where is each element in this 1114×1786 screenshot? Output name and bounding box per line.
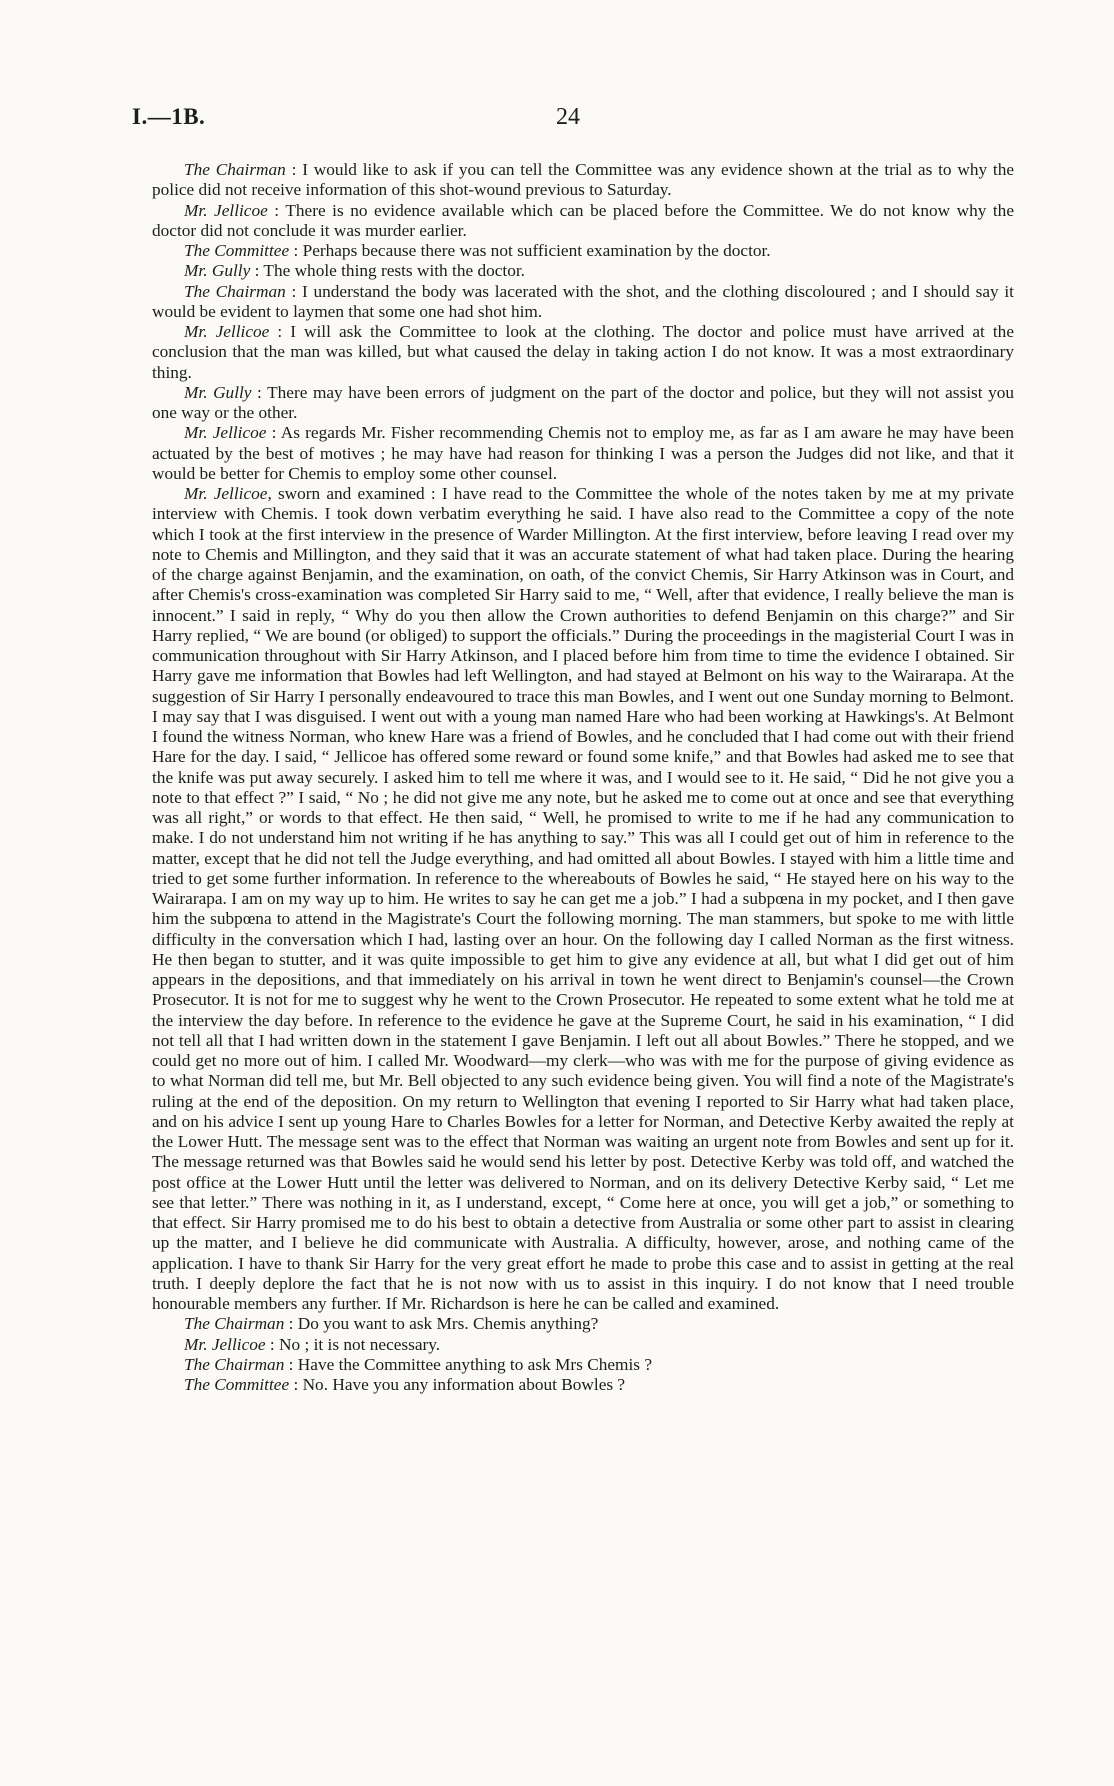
paragraph-text: Perhaps because there was not sufficient examination by the doctor. (302, 241, 771, 260)
speaker-separator: , sworn and examined : (267, 484, 442, 503)
speaker-name: Mr. Jellicoe (184, 484, 268, 503)
speaker-name: The Chairman (184, 160, 286, 179)
paragraph-text: I have read to the Committee the whole of the notes taken by me at my private interview with Chemis. I took down verbatim everything he said. I have also read to the Committee a copy of the note which I took at the first interview in the presence of Warder Millington. At the first interview, before leaving I read over my note to Chemis and Millington, and they said that it was an accurate statement of what had taken place. During the hearing of the charge against Benjamin, and the examination, on oath, of the convict Chemis, Sir Harry Atkinson was in Court, and after Chemis's cross-examination was completed Sir Harry said to me, “ Well, after that evidence, I really believe the man is innocent.” I said in reply, “ Why do you then allow the Crown authorities to defend Benjamin on this charge?” and Sir Harry replied, “ We are bound (or obliged) to support the officials.” During the proceedings in the magisterial Court I was in communication throughout with Sir Harry Atkinson, and I placed before him from time to time the evidence I obtained. Sir Harry gave me information that Bowles had left Wellington, and had stayed at Belmont on his way to the Wairarapa. At the suggestion of Sir Harry I personally endeavoured to trace this man Bowles, and I went out one Sunday morning to Belmont. I may say that I was disguised. I went out with a young man named Hare who had been working at Hawkings's. At Belmont I found the witness Norman, who knew Hare was a friend of Bowles, and he concluded that I had come out with their friend Hare for the day. I said, “ Jellicoe has offered some reward or found some knife,” and that Bowles had asked me to see that the knife was put away securely. I asked him to tell me where it was, and I would see to it. He said, “ Did he not give you a note to that effect ?” I said, “ No ; he did not give me any note, but he asked me to come out at once and see that everything was all right,” or words to that effect. He then said, “ Well, he promised to write to me if he had any communication to make. I do not understand him not writing if he has anything to say.” This was all I could get out of him in reference to the matter, except that he did not tell the Judge everything, and had omitted all about Bowles. I stayed with him a little time and tried to get some further information. In reference to the whereabouts of Bowles he said, “ He stayed here on his way to the Wairarapa. I am on my way up to him. He writes to say he can get me a job.” I had a subpœna in my pocket, and I then gave him the subpœna to attend in the Magistrate's Court the following morning. The man stammers, but spoke to me with little difficulty in the conversation which I had, lasting over an hour. On the following day I called Norman as the first witness. He then began to stutter, and it was quite impossible to get him to give any evidence at all, but what I did get out of him appears in the depositions, and that immediately on his arrival in town he went direct to Benjamin's counsel—the Crown Prosecutor. It is not for me to suggest why he went to the Crown Prosecutor. He repeated to some extent what he told me at the interview the day before. In reference to the evidence he gave at the Supreme Court, he said in his examination, “ I did not tell all that I had written down in the statement I gave Benjamin. I left out all about Bowles.” There he stopped, and we could get no more out of him. I called Mr. Woodward—my clerk—who was with me for the purpose of giving evidence as to what Norman did tell me, but Mr. Bell objected to any such evidence being given. You will find a note of the Magistrate's ruling at the end of the deposition. On my return to Wellington that evening I reported to Sir Harry what had taken place, and on his advice I sent up young Hare to Charles Bowles for a letter for Norman, and Detective Kerby awaited the reply at the Lower Hutt. The message sent was to the effect that Norman was waiting an urgent note from Bowles and sent up for it. The message returned was that Bowles said he would send his letter by post. Detective Kerby was told off, and watched the post office at the Lower Hutt until the letter was delivered to Norman, and on its delivery Detective Kerby said, “ Let me see that letter.” There was nothing in it, as I understand, except, “ Come here at once, you will get a job,” or something to that effect. Sir Harry promised me to do his best to obtain a detective from Australia or some other part to assist in clearing up the matter, and I believe he did communicate with Australia. A difficulty, however, arose, and nothing came of the application. I have to thank Sir Harry for the very great effort he made to probe this case and to assist in getting at the real truth. I deeply deplore the fact that he is not now with us to assist in this inquiry. I do not know that I need trouble honourable members any further. If Mr. Richardson is here he can be called and examined. (152, 484, 1014, 1313)
document-reference: I.—1B. (132, 104, 206, 129)
speaker-name: The Committee (184, 241, 290, 260)
speaker-separator: : (269, 322, 291, 341)
paragraph-text: Have the Committee anything to ask Mrs Chemis ? (297, 1354, 653, 1374)
speaker-separator: : (250, 261, 264, 281)
speaker-name: The Committee (184, 1375, 290, 1394)
paragraph-text: As regards Mr. Fisher recommending Chemis not to employ me, as far as I am aware he may have been actuated by the best of motives ; he may have had reason for thinking I was a person the Judges did not like, and that it would be better for Chemis to employ some other counsel. (152, 423, 1015, 483)
speaker-separator: : (285, 160, 303, 179)
transcript-paragraph (152, 423, 1014, 484)
speaker-name: The Chairman (184, 281, 286, 301)
transcript-paragraph (152, 1314, 1014, 1334)
paragraph-text: No. Have you any information about Bowles ? (302, 1375, 626, 1394)
speaker-separator: : (284, 1354, 298, 1374)
paragraph-text: Do you want to ask Mrs. Chemis anything? (297, 1314, 599, 1334)
page-header (132, 104, 1012, 140)
speaker-separator: : (266, 423, 281, 443)
transcript-paragraph (152, 201, 1014, 242)
speaker-name: Mr. Jellicoe (184, 1334, 266, 1354)
speaker-separator: : (289, 1375, 303, 1394)
transcript-paragraph (152, 1355, 1014, 1375)
paragraph-text: I would like to ask if you can tell the Committee was any evidence shown at the trial as to why the police did not receive information of this shot-wound previous to Saturday. (152, 160, 1015, 200)
transcript-paragraph (152, 383, 1014, 424)
speaker-separator: : (289, 241, 303, 260)
speaker-name: Mr. Gully (184, 261, 251, 281)
speaker-name: The Chairman (184, 1354, 285, 1374)
speaker-name: Mr. Gully (184, 382, 252, 402)
speaker-separator: : (265, 1334, 280, 1354)
transcript-paragraph (152, 241, 1014, 261)
speaker-separator: : (284, 1314, 298, 1334)
transcript-paragraph (152, 1335, 1014, 1355)
speaker-name: Mr. Jellicoe (184, 200, 268, 220)
speaker-name: Mr. Jellicoe (184, 423, 267, 443)
transcript-body (152, 160, 1014, 1395)
transcript-paragraph (152, 160, 1014, 201)
paragraph-text: No ; it is not necessary. (279, 1334, 441, 1354)
speaker-separator: : (267, 200, 286, 220)
paragraph-text: I will ask the Committee to look at the clothing. The doctor and police must have arrived at the conclusion that the man was killed, but what caused the delay in taking action I do not know. It was a most extraordinary thing. (152, 322, 1014, 382)
speaker-separator: : (285, 281, 302, 301)
speaker-separator: : (251, 382, 268, 402)
paragraph-text: The whole thing rests with the doctor. (263, 261, 525, 281)
transcript-paragraph (152, 322, 1014, 383)
speaker-name: Mr. Jellicoe (184, 322, 270, 341)
transcript-paragraph (152, 484, 1014, 1314)
transcript-paragraph (152, 261, 1014, 281)
paragraph-text: There is no evidence available which can be placed before the Committee. We do not know why the doctor did not conclude it was murder earlier. (152, 200, 1014, 240)
transcript-paragraph (152, 282, 1014, 323)
paragraph-text: I understand the body was lacerated with the shot, and the clothing discoloured ; and I should say it would be evident to laymen that some one had shot him. (152, 281, 1014, 321)
transcript-paragraph (152, 1375, 1014, 1395)
speaker-name: The Chairman (184, 1314, 285, 1334)
page-number: 24 (556, 104, 580, 130)
paragraph-text: There may have been errors of judgment on the part of the doctor and police, but they will not assist you one way or the other. (152, 382, 1014, 422)
